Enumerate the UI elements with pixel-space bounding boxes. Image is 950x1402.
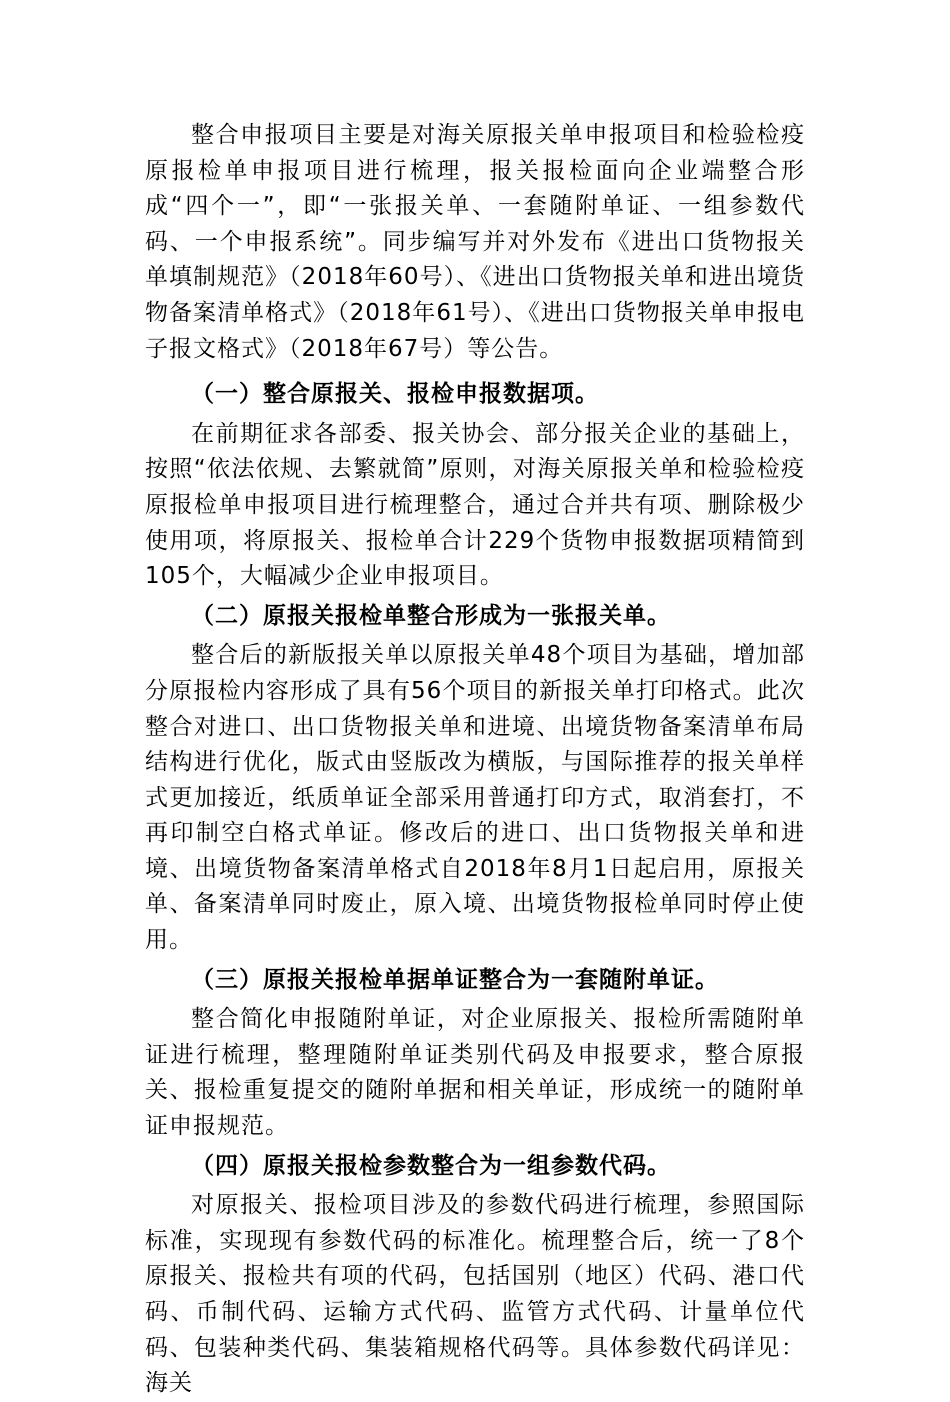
section-3-heading: （三）原报关报检单据单证整合为一套随附单证。 <box>191 966 719 993</box>
intro-paragraph: 整合申报项目主要是对海关原报关单申报项目和检验检疫原报检单申报项目进行梳理，报关报检面向企业端整合形成“四个一”，即“一张报关单、一套随附单证、一组参数代码、一个申报系统”。同步编写并对外发布《进出口货物报关单填制规范》（2018年60号）、《进出口货物报关单和进出境货物备案清单格式》（2018年61号）、《进出口货物报关单申报电子报文格式》（2018年67号）等公告。 <box>145 122 805 362</box>
section-1-heading: （一）整合原报关、报检申报数据项。 <box>191 381 599 408</box>
section-2-body: 整合后的新版报关单以原报关单48个项目为基础，增加部分原报检内容形成了具有56个项目的新报关单打印格式。此次整合对进口、出口货物报关单和进境、出境货物备案清单布局结构进行优化，版式由竖版改为横版，与国际推荐的报关单样式更加接近，纸质单证全部采用普通打印方式，取消套打，不再印制空白格式单证。修改后的进口、出口货物报关单和进境、出境货物备案清单格式自2018年8月1日起启用，原报关单、备案清单同时废止，原入境、出境货物报检单同时停止使用。 <box>145 642 805 954</box>
section-1-body: 在前期征求各部委、报关协会、部分报关企业的基础上，按照“依法依规、去繁就简”原则，对海关原报关单和检验检疫原报检单申报项目进行梳理整合，通过合并共有项、删除极少使用项，将原报关、报检单合计229个货物申报数据项精简到105个，大幅减少企业申报项目。 <box>145 420 805 590</box>
section-3-body: 整合简化申报随附单证，对企业原报关、报检所需随附单证进行梳理，整理随附单证类别代码及申报要求，整合原报关、报检重复提交的随附单据和相关单证，形成统一的随附单证申报规范。 <box>145 1006 805 1140</box>
section-2-heading: （二）原报关报检单整合形成为一张报关单。 <box>191 602 671 629</box>
document-page <box>145 118 805 1402</box>
section-4-body: 对原报关、报检项目涉及的参数代码进行梳理，参照国际标准，实现现有参数代码的标准化。梳理整合后，统一了8个原报关、报检共有项的代码，包括国别（地区）代码、港口代码、币制代码、运输方式代码、监管方式代码、计量单位代码、包装种类代码、集装箱规格代码等。具体参数代码详见：海关 <box>145 1192 805 1397</box>
section-4-heading: （四）原报关报检参数整合为一组参数代码。 <box>191 1152 671 1179</box>
